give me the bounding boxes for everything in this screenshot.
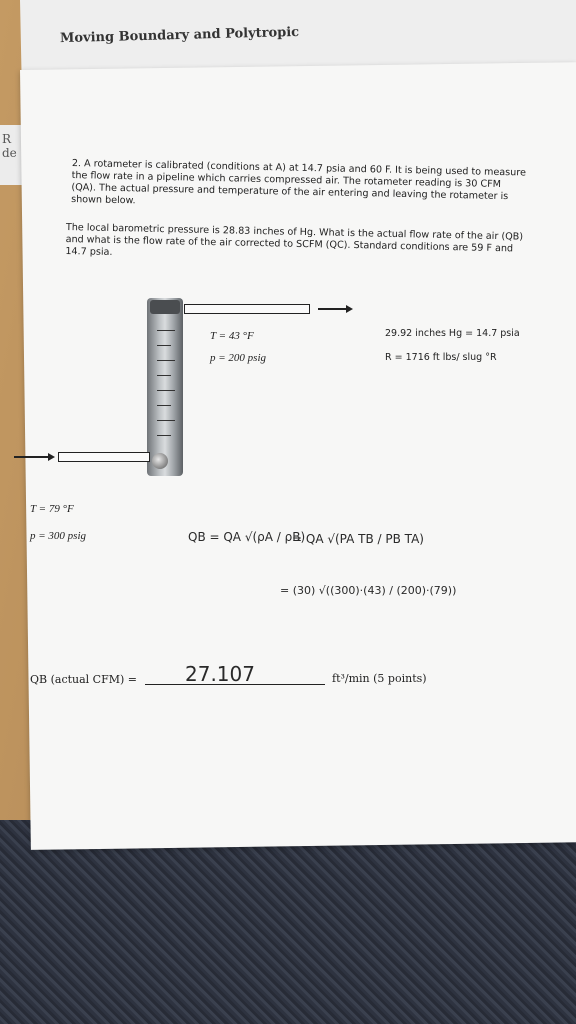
answer-units: ft³/min (5 points) — [332, 672, 427, 685]
outlet-arrow-line — [318, 308, 348, 310]
conversion-note: 29.92 inches Hg = 14.7 psia — [385, 328, 520, 339]
handwritten-formula-2: = QA √(PA TB / PB TA) — [292, 532, 424, 546]
scale-tick — [157, 405, 171, 406]
outlet-arrow-head — [346, 305, 353, 313]
scale-tick — [157, 375, 171, 376]
bottom-temperature: T = 79 °F — [30, 503, 74, 515]
answer-value: 27.107 — [185, 662, 255, 686]
top-pressure: p = 200 psig — [210, 352, 267, 364]
scale-tick — [157, 345, 171, 346]
scale-tick — [157, 420, 175, 421]
rotameter-cap — [150, 300, 180, 314]
rotameter-tube — [147, 298, 183, 476]
edge-page-text: R de — [2, 132, 17, 160]
rotameter-float — [152, 453, 168, 469]
problem-paragraph-2: The local barometric pressure is 28.83 inches of Hg. What is the actual flow rate of the air (QB) and what is the flow rate of the air corrected to SCFM (QC). Standard conditions are 59 F and 14.7 psia. — [65, 222, 524, 258]
bottom-pressure: p = 300 psig — [30, 530, 87, 542]
answer-label: QB (actual CFM) = — [30, 673, 138, 686]
inlet-pipe — [58, 452, 150, 462]
scale-tick — [157, 435, 171, 436]
gas-constant-note: R = 1716 ft lbs/ slug °R — [385, 352, 497, 363]
inlet-arrow-head — [48, 453, 55, 461]
scale-tick — [157, 330, 175, 331]
handwritten-formula-1: QB = QA √(ρA / ρB) — [188, 530, 306, 544]
scale-tick — [157, 360, 175, 361]
outlet-pipe — [184, 304, 310, 314]
fabric-background — [0, 820, 576, 1024]
handwritten-substitution: = (30) √((300)·(43) / (200)·(79)) — [280, 584, 457, 597]
problem-paragraph-1: 2. A rotameter is calibrated (conditions at A) at 14.7 psia and 60 F. It is being used to measure the flow rate in a pipeline which carries compressed air. The rotameter reading is 30 CFM (QA). The actual pressure and temperature of the air entering and leaving the rotameter is shown below. — [71, 158, 527, 207]
inlet-arrow-line — [14, 456, 50, 458]
top-temperature: T = 43 °F — [210, 330, 254, 342]
back-page-title: Moving Boundary and Polytropic — [59, 24, 300, 47]
scale-tick — [157, 390, 175, 391]
